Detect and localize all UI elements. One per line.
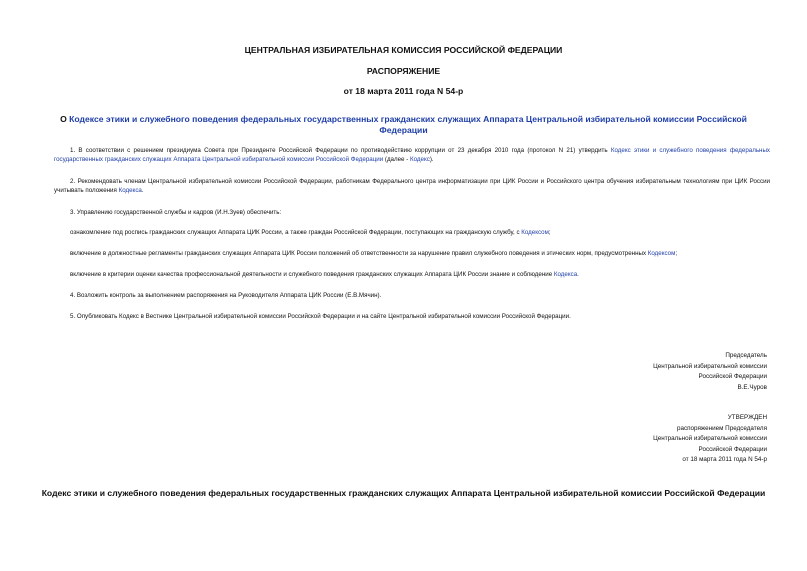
subject-code-link[interactable]: Кодексе этики и служебного поведения федеральных государственных гражданских служащих Аппарата Центральной избирательной комиссии Российской Федерации [69,114,747,135]
approval-line-2: распоряжением Председателя [676,424,767,432]
p4-end: ; [548,229,551,236]
approval-line-4: Российской Федерации [698,445,767,453]
paragraph-1 [54,146,770,164]
document-subject [40,114,767,136]
p2-end: . [141,187,144,194]
paragraph-8: 5. Опубликовать Кодекс в Вестнике Центральной избирательной комиссии Российской Федерации и на сайте Центральной избирательной комиссии Российской Федерации. [70,313,571,320]
paragraph-5 [54,249,770,258]
p6-text: включение в критерии оценки качества профессиональной деятельности и служебного поведения гражданских служащих Аппарата ЦИК России знание и соблюдение [70,271,554,278]
signature-block [653,351,767,393]
signature-line-4: В.Е.Чуров [737,383,767,391]
paragraph-3: 3. Управлению государственной службы и кадров (И.Н.Зуев) обеспечить: [70,209,282,216]
approval-block [653,413,767,466]
p5-code-link[interactable]: Кодексом [647,250,676,257]
document-date-heading: от 18 марта 2011 года N 54-р [343,86,464,96]
p4-text: ознакомление под роспись гражданских служащих Аппарата ЦИК России, а также граждан Российской Федерации, поступающих на гражданскую службу, с [70,229,522,236]
p2-text: 2. Рекомендовать членам Центральной избирательной комиссии Российской Федерации, работникам Федерального центра информатизации при ЦИК России и Российского центра обучения избирательным технологиям при ЦИК России учитывать положения [54,178,770,194]
p4-code-link[interactable]: Кодексом [521,229,549,236]
p6-end: . [577,271,579,278]
paragraph-4 [54,228,770,237]
subject-prefix: О [60,114,70,124]
document-type-heading: РАСПОРЯЖЕНИЕ [366,66,441,76]
p1-text: 1. В соответствии с решением президиума Совета при Президенте Российской Федерации по противодействию коррупции от 23 декабря 2010 года (протокол N 21) утвердить [70,147,611,154]
p2-code-link[interactable]: Кодекса [118,187,142,194]
signature-line-2: Центральной избирательной комиссии [653,362,767,370]
approval-line-5: от 18 марта 2011 года N 54-р [682,456,767,464]
code-title: Кодекс этики и служебного поведения федеральных государственных гражданских служащих Аппарата Центральной избирательной комиссии Российской Федерации [41,488,766,498]
p6-code-link[interactable]: Кодекса [553,271,578,278]
organization-heading: ЦЕНТРАЛЬНАЯ ИЗБИРАТЕЛЬНАЯ КОМИССИЯ РОССИЙСКОЙ ФЕДЕРАЦИИ [244,45,563,55]
p1-end: ). [429,156,434,163]
paragraph-7: 4. Возложить контроль за выполнением распоряжения на Руководителя Аппарата ЦИК России (Е.В.Мячин). [70,292,382,299]
signature-line-3: Российской Федерации [698,373,767,381]
p1-code-link[interactable]: Кодекс этики и служебного поведения федеральных государственных гражданских служащих Аппарата Центральной избирательной комиссии Российской Федерации [54,147,771,163]
p5-text: включение в должностные регламенты гражданских служащих Аппарата ЦИК России положений об ответственности за нарушение правил служебного поведения и этических норм, предусмотренных [70,250,648,257]
p1-code-short-link[interactable]: Кодекс [410,156,430,163]
signature-line-1: Председатель [725,352,767,359]
paragraph-6 [54,270,770,279]
p5-end: ; [675,250,678,257]
p1-mid: (далее - [383,156,410,163]
approval-line-3: Центральной избирательной комиссии [653,435,767,443]
approval-line-1: УТВЕРЖДЕН [727,414,767,421]
paragraph-2 [54,177,770,195]
